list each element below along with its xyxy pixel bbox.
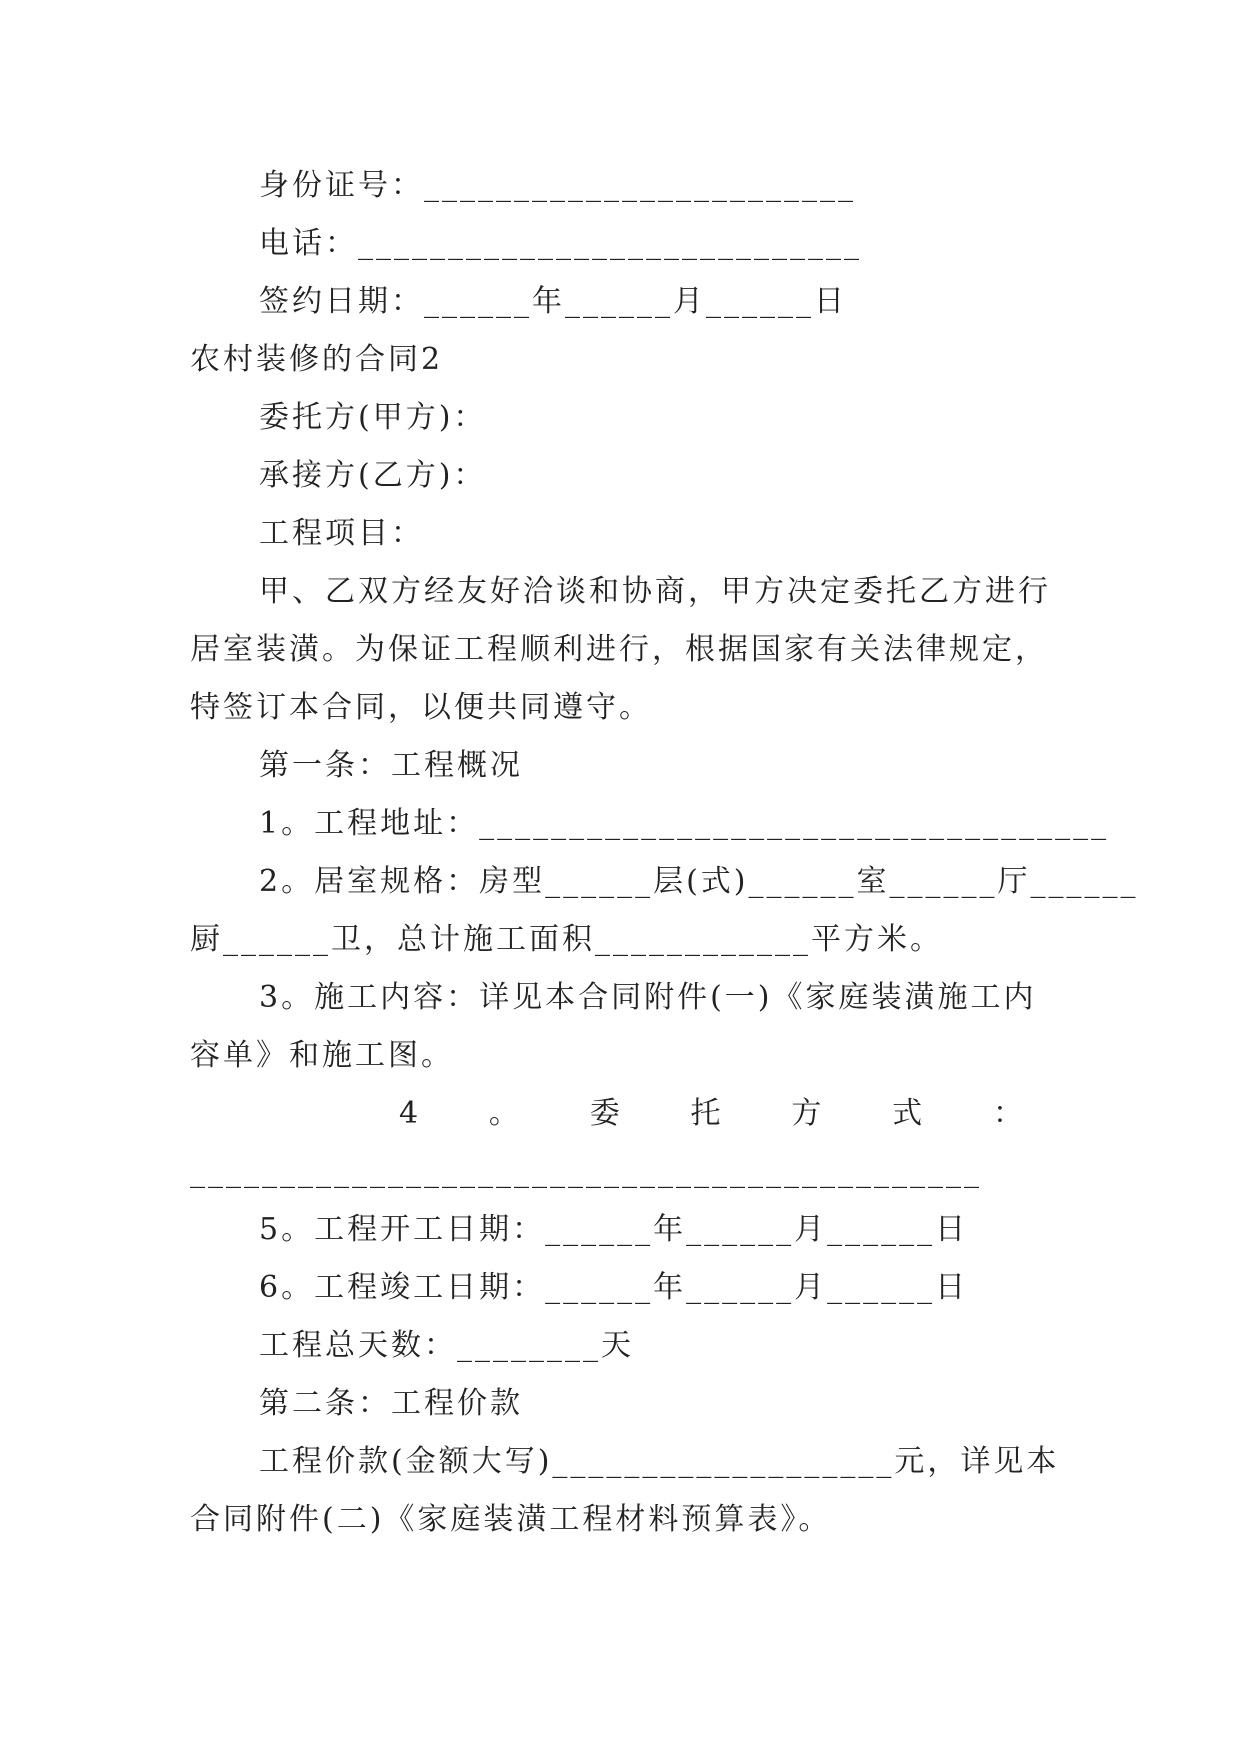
article-1-heading: 第一条：工程概况 — [259, 748, 523, 783]
contract-title: 农村装修的合同2 — [190, 342, 444, 377]
intro-paragraph-line-2: 居室装潢。为保证工程顺利进行，根据国家有关法律规定， — [190, 632, 1048, 667]
price-line-1: 工程价款(金额大写)___________________元，详见本 — [259, 1444, 1060, 1479]
entrust-method-blank: ____________________________________________ — [190, 1154, 982, 1189]
room-spec-line-1: 2。居室规格：房型______层(式)______室______厅______ — [259, 864, 1139, 899]
completion-date-line: 6。工程竣工日期：______年______月______日 — [259, 1270, 969, 1305]
spread-char: ： — [992, 1096, 1023, 1131]
contractor-party-line: 承接方(乙方)： — [259, 458, 487, 493]
construction-content-line-2: 容单》和施工图。 — [190, 1038, 454, 1073]
spread-char: 托 — [690, 1096, 721, 1131]
article-2-heading: 第二条：工程价款 — [259, 1386, 523, 1421]
project-address-line: 1。工程地址：___________________________________ — [259, 806, 1110, 841]
intro-paragraph-line-3: 特签订本合同，以便共同遵守。 — [190, 690, 652, 725]
start-date-line: 5。工程开工日期：______年______月______日 — [259, 1212, 969, 1247]
client-party-line: 委托方(甲方)： — [259, 400, 487, 435]
phone-line: 电话：____________________________ — [259, 226, 862, 261]
price-line-2: 合同附件(二)《家庭装潢工程材料预算表》。 — [190, 1502, 832, 1537]
sign-date-line: 签约日期：______年______月______日 — [259, 284, 847, 319]
spread-char: 委 — [589, 1096, 620, 1131]
intro-paragraph-line-1: 甲、乙双方经友好洽谈和协商，甲方决定委托乙方进行 — [259, 574, 1051, 609]
spread-char: 式 — [892, 1096, 923, 1131]
spread-char: 方 — [791, 1096, 822, 1131]
project-line: 工程项目： — [259, 516, 424, 551]
total-days-line: 工程总天数：________天 — [259, 1328, 634, 1363]
id-number-line: 身份证号：________________________ — [259, 168, 856, 203]
spread-char: 。 — [488, 1096, 519, 1131]
construction-content-line-1: 3。施工内容：详见本合同附件(一)《家庭装潢施工内 — [259, 980, 1037, 1015]
room-spec-line-2: 厨______卫，总计施工面积____________平方米。 — [190, 922, 943, 957]
entrust-method-line — [399, 1092, 1023, 1136]
spread-char: 4 — [399, 1096, 419, 1131]
